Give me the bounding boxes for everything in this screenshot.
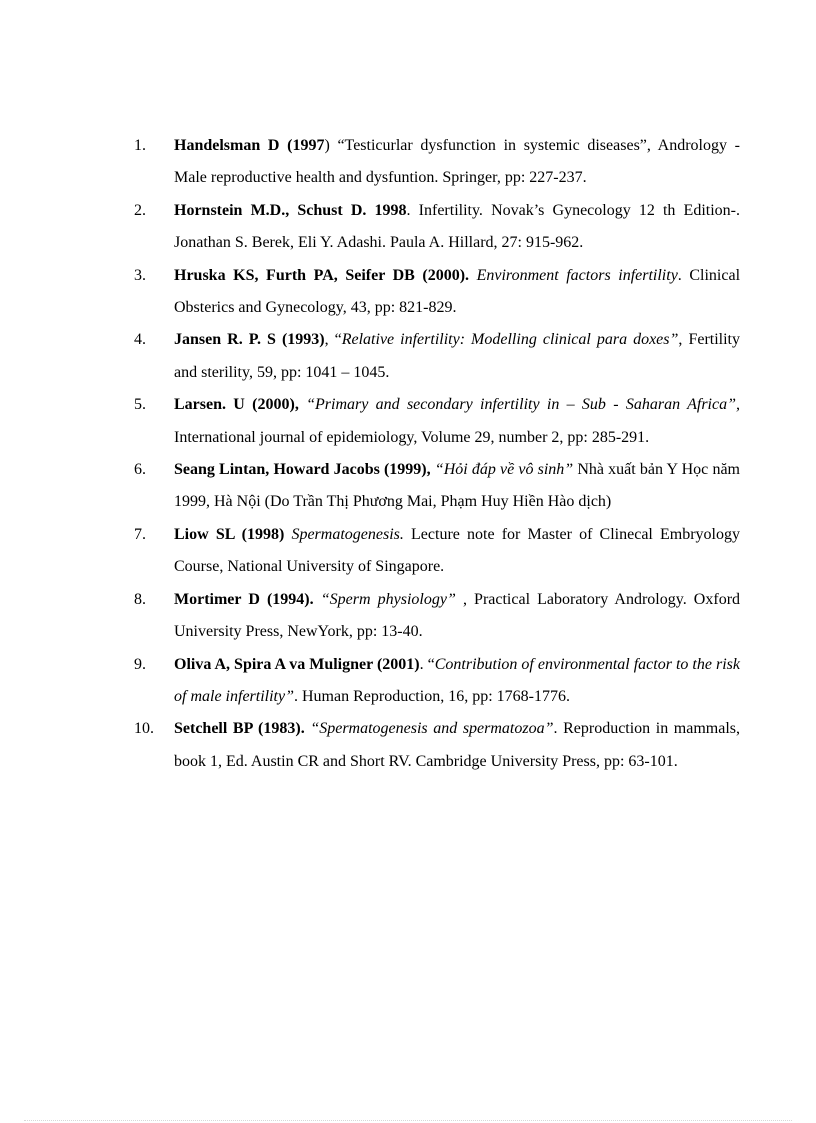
reference-details: . Clinical Obsterics and Gynecology, 43, pp: 821-829. bbox=[174, 266, 741, 317]
reference-authors: Handelsman D (1997 bbox=[174, 137, 325, 154]
reference-authors: Liow SL (1998) bbox=[174, 525, 292, 543]
reference-number: 4. bbox=[134, 331, 146, 349]
reference-item bbox=[134, 584, 740, 649]
page-bottom-divider bbox=[24, 1120, 792, 1121]
reference-item bbox=[134, 454, 740, 519]
reference-authors: Hruska KS, Furth PA, Seifer DB (2000). bbox=[174, 266, 470, 284]
reference-text bbox=[174, 720, 740, 769]
reference-number: 9. bbox=[134, 655, 146, 673]
reference-item bbox=[134, 389, 740, 454]
reference-details: , Practical Laboratory Andrology. Oxford University Press, NewYork, pp: 13-40. bbox=[174, 590, 741, 641]
reference-details: . Infertility. Novak’s Gynecology 12 th Edition-. Jonathan S. Berek, Eli Y. Adashi. Paula A. Hillard, 27: 915-962. bbox=[174, 201, 740, 252]
reference-item bbox=[134, 519, 740, 584]
reference-details: , Fertility and sterility, 59, pp: 1041 – 1045. bbox=[174, 331, 740, 381]
reference-title: “Spermatogenesis and spermatozoa” bbox=[310, 720, 554, 738]
reference-title: “Primary and secondary infertility in – Sub - Saharan Africa”, bbox=[306, 396, 740, 414]
reference-details: . “ bbox=[419, 655, 435, 673]
reference-text bbox=[174, 267, 740, 316]
reference-number: 6. bbox=[134, 461, 146, 479]
reference-item bbox=[134, 324, 740, 389]
reference-details: Nhà xuất bản Y Học năm 1999, Hà Nội (Do Trần Thị Phương Mai, Phạm Huy Hiền Hào dịch) bbox=[174, 461, 740, 511]
reference-number: 5. bbox=[134, 396, 146, 414]
reference-details: , “ bbox=[324, 331, 342, 349]
reference-item bbox=[134, 260, 740, 325]
reference-item bbox=[134, 130, 740, 195]
reference-authors: Seang Lintan, Howard Jacobs (1999), bbox=[174, 461, 435, 479]
reference-item bbox=[134, 713, 740, 778]
reference-authors: Mortimer D (1994). bbox=[174, 590, 314, 608]
reference-number: 3. bbox=[134, 266, 146, 284]
reference-authors: Jansen R. P. S (1993) bbox=[174, 331, 325, 349]
reference-text bbox=[174, 137, 740, 186]
reference-text bbox=[174, 331, 740, 380]
reference-text bbox=[174, 656, 740, 705]
reference-number: 10. bbox=[134, 720, 154, 738]
reference-details: . Reproduction in mammals, book 1, Ed. Austin CR and Short RV. Cambridge University Press, pp: 63-101. bbox=[174, 720, 741, 770]
reference-details: Lecture note for Master of Clinecal Embryology Course, National University of Singapore. bbox=[174, 525, 741, 576]
reference-details bbox=[314, 591, 321, 608]
reference-authors: Larsen. U (2000), bbox=[174, 396, 307, 414]
reference-text bbox=[174, 202, 740, 251]
reference-details: International journal of epidemiology, Volume 29, number 2, pp: 285-291. bbox=[174, 428, 650, 446]
reference-list bbox=[134, 130, 740, 778]
reference-item bbox=[134, 649, 740, 714]
reference-number: 2. bbox=[134, 201, 146, 219]
reference-title: “Hỏi đáp về vô sinh” bbox=[434, 461, 574, 479]
reference-title: Environment factors infertility bbox=[476, 266, 678, 284]
reference-authors: Setchell BP (1983). bbox=[174, 720, 305, 738]
reference-item bbox=[134, 195, 740, 260]
reference-details: . Human Reproduction, 16, pp: 1768-1776. bbox=[294, 687, 570, 705]
reference-text bbox=[174, 396, 740, 445]
reference-number: 7. bbox=[134, 525, 146, 543]
reference-title: Relative infertility: Modelling clinical para doxes” bbox=[341, 331, 679, 349]
reference-authors: Hornstein M.D., Schust D. 1998 bbox=[174, 201, 407, 219]
reference-title: “Sperm physiology” bbox=[320, 590, 456, 608]
reference-text bbox=[174, 461, 740, 510]
reference-number: 1. bbox=[134, 137, 146, 154]
reference-text bbox=[174, 591, 740, 640]
reference-text bbox=[174, 526, 740, 575]
reference-title: Contribution of environmental factor to the risk of male infertility” bbox=[174, 655, 740, 705]
reference-authors: Oliva A, Spira A va Muligner (2001) bbox=[174, 655, 420, 673]
reference-title: Spermatogenesis. bbox=[291, 525, 404, 543]
reference-number: 8. bbox=[134, 590, 146, 608]
reference-details bbox=[469, 267, 477, 284]
reference-details: ) “Testicurlar dysfunction in systemic diseases”, Andrology - Male reproductive health and dysfuntion. Springer, pp: 227-237. bbox=[174, 137, 740, 187]
